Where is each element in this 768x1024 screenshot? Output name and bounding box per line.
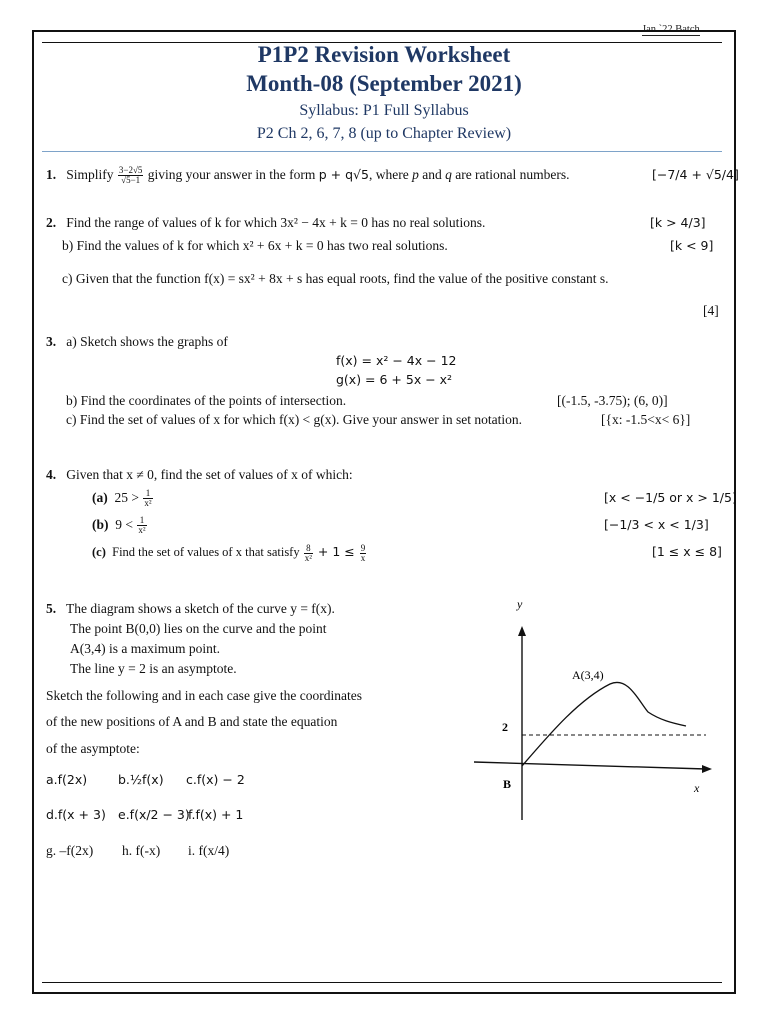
worksheet-title: P1P2 Revision Worksheet <box>257 42 511 67</box>
asymptote-value-label: 2 <box>502 720 508 734</box>
q2c-text: c) Given that the function f(x) = sx² + 8x + s has equal roots, find the value of the positive constant s. <box>62 271 609 286</box>
q4-number: 4. <box>46 467 57 482</box>
q1-text-d: and <box>422 167 442 182</box>
q4b-answer: [−1/3 < x < 1/3] <box>604 517 709 532</box>
q2-number: 2. <box>46 215 57 230</box>
q5-line-5: Sketch the following and in each case give the coordinates <box>46 688 363 703</box>
q4b: (b) 9 < $\frac{1}{\text{x²}}$ <box>92 515 146 536</box>
syllabus-line-1: Syllabus: P1 Full Syllabus <box>299 102 469 119</box>
q5-part-h: h. f(-x) <box>122 843 161 858</box>
batch-label: Jan `22 Batch <box>642 24 700 35</box>
q3b-text: b) Find the coordinates of the points of intersection. <box>66 393 347 408</box>
q1-frac-numerator: 3−2√5 <box>118 165 143 176</box>
q2a-text: Find the range of values of k for which 3x² − 4x + k = 0 has no real solutions. <box>66 215 486 230</box>
q5-line-4: The line y = 2 is an asymptote. <box>70 661 237 676</box>
q4a: (a) 25 > $\frac{1}{\text{x²}}$ <box>92 488 152 509</box>
q1-number: 1. <box>46 167 57 182</box>
q1-text-e: are rational numbers. <box>455 167 570 182</box>
q5-part-d: d.f(x + 3) <box>46 807 106 822</box>
q3-g-equation: g(x) = 6 + 5x − x² <box>336 372 453 387</box>
q3c-answer: [{x: -1.5<x< 6}] <box>601 412 691 427</box>
q2a-answer: [k > 4/3] <box>650 215 706 230</box>
q1-text-b: giving your answer in the form <box>147 167 316 182</box>
q4a-text: 25 > <box>114 490 139 505</box>
worksheet-month: Month-08 (September 2021) <box>246 71 522 96</box>
q5-line-6: of the new positions of A and B and state the equation <box>46 714 338 729</box>
q5-line-1-text: The diagram shows a sketch of the curve y = f(x). <box>66 601 335 616</box>
q4b-label: (b) <box>92 517 109 532</box>
syllabus-line-2: P2 Ch 2, 6, 7, 8 (up to Chapter Review) <box>256 125 512 142</box>
q5-part-g: g. –f(2x) <box>46 843 94 858</box>
q4a-answer: [x < −1/5 or x > 1/5] <box>604 490 737 505</box>
point-b-label: B <box>503 777 512 791</box>
q2b-answer: [k < 9] <box>670 238 714 253</box>
q4-intro: Given that x ≠ 0, find the set of values of x of which: <box>66 467 353 482</box>
q5-part-i: i. f(x/4) <box>188 843 230 858</box>
q3c-text: c) Find the set of values of x for which f(x) < g(x). Give your answer in set notation. <box>66 412 523 427</box>
q1-text-c: , where <box>368 167 409 182</box>
q1-answer: [−7/4 + √5/4] <box>652 167 739 182</box>
q4a-label: (a) <box>92 490 108 505</box>
q4c: (c) Find the set of values of x that satisfy $\frac{8}{\text{x²}}$ + 1 ≤ $\frac{9}{x}$ <box>92 542 366 563</box>
y-axis-label: y <box>517 597 523 611</box>
q5-number: 5. <box>46 601 57 616</box>
q2c-marks: [4] <box>703 303 719 318</box>
x-axis <box>474 762 706 769</box>
q5-part-a: a.f(2x) <box>46 772 88 787</box>
q5-line-7: of the asymptote: <box>46 741 140 756</box>
curve-f <box>522 682 686 766</box>
q2b-text: b) Find the values of k for which x² + 6x + k = 0 has two real solutions. <box>62 238 448 253</box>
q5-part-b: b.½f(x) <box>118 772 164 787</box>
q4c-label: (c) <box>92 545 106 559</box>
q4c-answer: [1 ≤ x ≤ 8] <box>652 544 722 559</box>
q1-text-a: Simplify <box>66 167 114 182</box>
y-axis-arrow <box>518 626 526 636</box>
question-1: 1. Simplify $\frac{3-2√5}{√5-1}$ giving your answer in the form p + q√5, where p and q are rational numbers. <box>46 165 570 186</box>
q3a-text: a) Sketch shows the graphs of <box>66 334 228 349</box>
q1-frac-denominator: √5−1 <box>121 175 141 186</box>
q5-part-f: f.f(x) + 1 <box>188 807 244 822</box>
x-axis-label: x <box>694 781 700 795</box>
q3-f-equation: f(x) = x² − 4x − 12 <box>336 353 457 368</box>
q1-form: p + q√5 <box>318 167 369 182</box>
q5-line-3: A(3,4) is a maximum point. <box>70 641 220 656</box>
point-a-label: A(3,4) <box>572 668 604 682</box>
q4c-text: Find the set of values of x that satisfy <box>112 545 300 559</box>
q5-line-2: The point B(0,0) lies on the curve and the point <box>70 621 327 636</box>
q5-part-c: c.f(x) − 2 <box>186 772 245 787</box>
x-axis-arrow <box>702 765 712 773</box>
q5-part-e: e.f(x/2 − 3) <box>118 807 190 822</box>
q3b-answer: [(-1.5, -3.75); (6, 0)] <box>557 393 668 408</box>
q4b-text: 9 < <box>115 517 133 532</box>
q3-number: 3. <box>46 334 57 349</box>
